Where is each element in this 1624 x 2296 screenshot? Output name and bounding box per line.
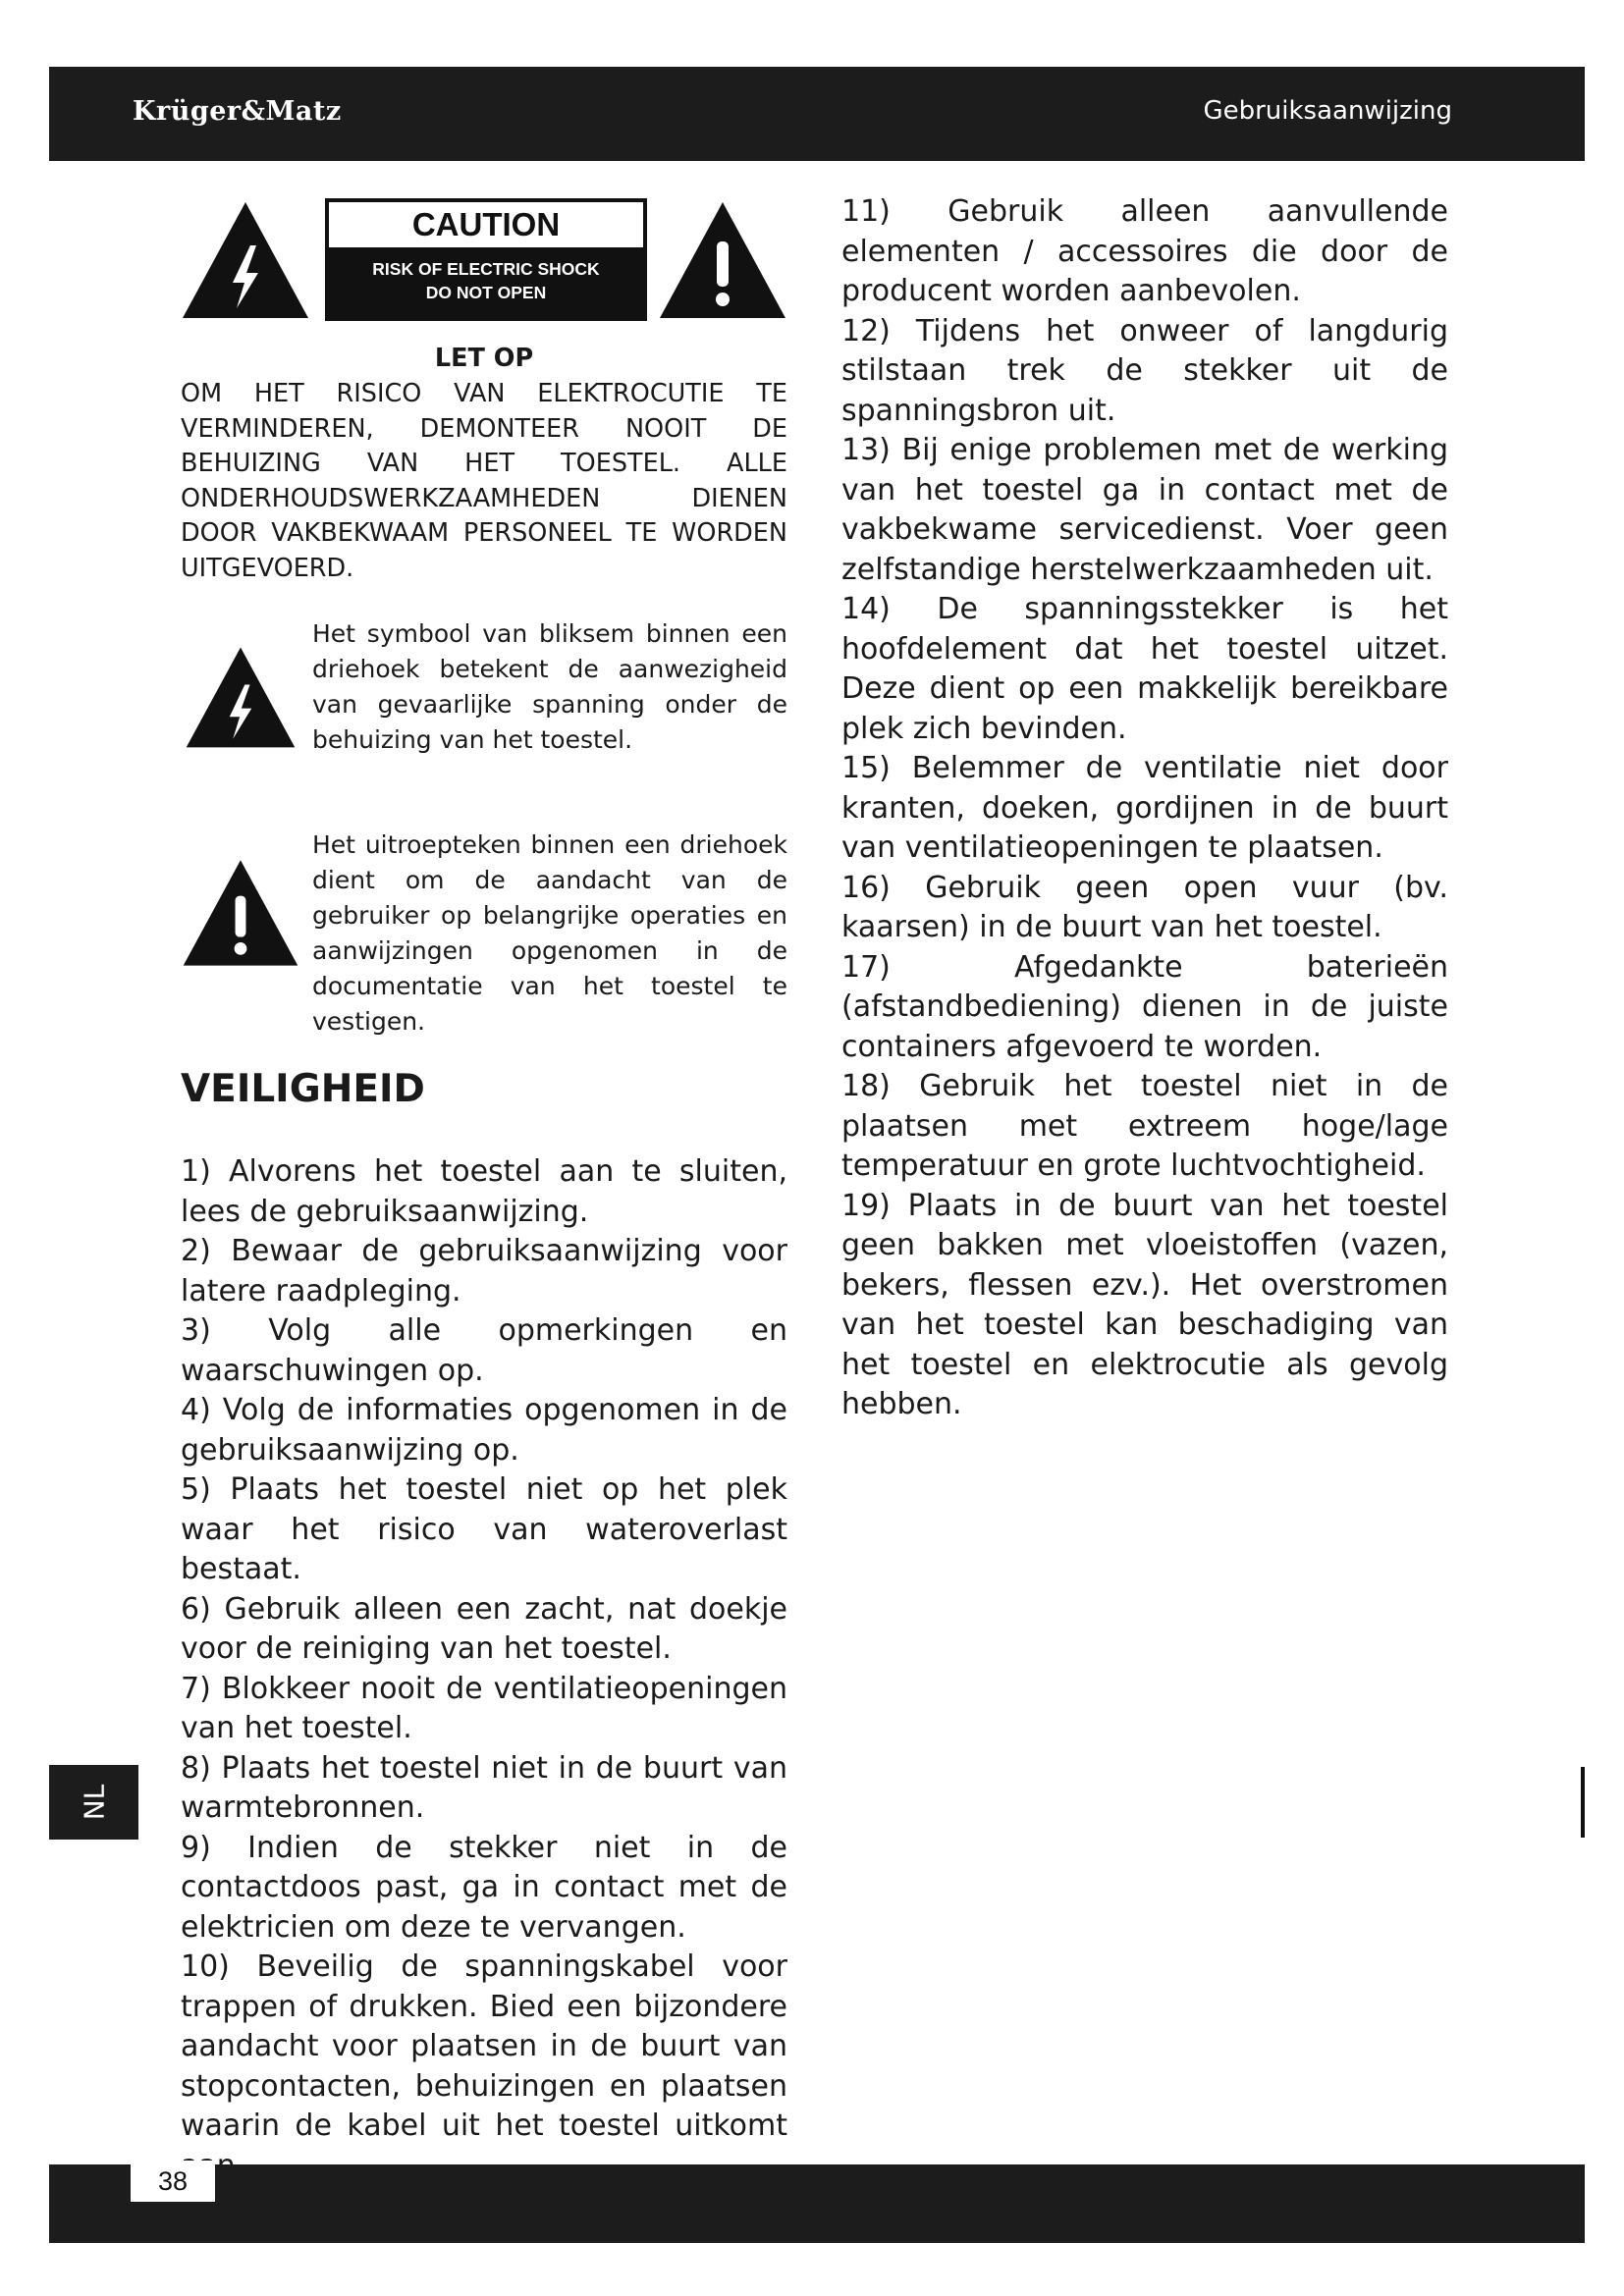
safety-item: 2) Bewaar de gebruiksaanwijzing voor latere raadpleging.	[181, 1234, 787, 1308]
lightning-warning-icon	[180, 198, 311, 321]
language-label: NL	[78, 1784, 110, 1821]
caution-title: CAUTION	[329, 202, 643, 247]
lightning-symbol-text: Het symbool van bliksem binnen een driehoek betekent de aanwezigheid van gevaarlijke spanning onder de behuizing van het toestel.	[312, 619, 787, 754]
caution-subtext	[325, 257, 647, 304]
safety-list-left	[181, 1152, 787, 2186]
safety-item: 12) Tijdens het onweer of langdurig stilstaan trek de stekker uit de spanningsbron uit.	[841, 313, 1448, 428]
safety-item: 10) Beveilig de spanningskabel voor trappen of drukken. Bied een bijzondere aandacht voor plaatsen in de buurt van stopcontacten, behuizingen en plaatsen waarin de kabel uit het toestel uitkomt	[181, 1949, 787, 2143]
safety-item: 6) Gebruik alleen een zacht, nat doekje voor de reiniging van het toestel.	[181, 1591, 787, 1666]
safety-item: 15) Belemmer de ventilatie niet door kranten, doeken, gordijnen in de buurt van ventilatieopeningen te plaatsen.	[841, 751, 1448, 865]
language-tab	[49, 1765, 138, 1840]
lightning-symbol-block	[181, 616, 787, 793]
header-title: Gebruiksaanwijzing	[1203, 96, 1452, 126]
footer-bar	[49, 2164, 1585, 2243]
exclamation-triangle-icon	[181, 851, 300, 974]
safety-item: 8) Plaats het toestel niet in de buurt van warmtebronnen.	[181, 1750, 787, 1825]
header-bar	[49, 67, 1585, 161]
let-op-title: LET OP	[434, 344, 534, 373]
warning-graphic	[180, 198, 788, 321]
safety-item: 5) Plaats het toestel niet op het plek waar het risico van wateroverlast bestaat.	[181, 1472, 787, 1586]
safety-item: 4) Volg de informaties opgenomen in de gebruiksaanwijzing op.	[181, 1393, 787, 1468]
exclamation-symbol-text: Het uitroepteken binnen een driehoek dient om de aandacht van de gebruiker op belangrijke operaties en aanwijzingen opgenomen in de documentatie van het toestel te vestigen.	[312, 830, 787, 1036]
safety-item: 1) Alvorens het toestel aan te sluiten, lees de gebruiksaanwijzing.	[181, 1154, 787, 1229]
safety-item: 18) Gebruik het toestel niet in de plaatsen met extreem hoge/lage temperatuur en grote luchtvochtigheid.	[841, 1069, 1448, 1183]
let-op-body: OM HET RISICO VAN ELEKTROCUTIE TE VERMINDEREN, DEMONTEER NOOIT DE BEHUIZING VAN HET TOESTEL. ALLE ONDERHOUDSWERKZAAMHEDEN DIENEN DOOR VAKBEKWAAM PERSONEEL TE WORDEN UITGEVOERD.	[181, 379, 787, 583]
brand-logo: Krüger&Matz	[133, 96, 342, 127]
exclamation-symbol-block	[181, 828, 787, 1043]
exclamation-warning-icon	[657, 198, 788, 321]
caution-label	[325, 198, 647, 321]
safety-item: 13) Bij enige problemen met de werking van het toestel ga in contact met de vakbekwame servicedienst. Voer geen zelfstandige herstelwerkzaamheden uit.	[841, 433, 1448, 587]
margin-mark	[1581, 1767, 1585, 1838]
page-number-box	[131, 2161, 215, 2202]
safety-item: 14) De spanningsstekker is het hoofdelement dat het toestel uitzet. Deze dient op een makkelijk bereikbare plek zich bevinden.	[841, 592, 1448, 746]
safety-item: 17) Afgedankte baterieën (afstandbediening) dienen in de juiste containers afgevoerd te worden.	[841, 949, 1448, 1064]
safety-item: 3) Volg alle opmerkingen en waarschuwingen op.	[181, 1313, 787, 1388]
caution-line-2: DO NOT OPEN	[425, 283, 547, 302]
safety-list-right	[841, 192, 1448, 1425]
lightning-triangle-icon	[181, 644, 300, 750]
safety-item: 19) Plaats in de buurt van het toestel geen bakken met vloeistoffen (vazen, bekers, flessen ezv.). Het overstromen van het toestel kan beschadiging van het toestel en elektrocutie als gevolg hebben.	[841, 1188, 1448, 1421]
safety-item: 9) Indien de stekker niet in de contactdoos past, ga in contact met de elektricien om deze te vervangen.	[181, 1830, 787, 1945]
safety-item: 16) Gebruik geen open vuur (bv. kaarsen) in de buurt van het toestel.	[841, 870, 1448, 944]
caution-line-1: RISK OF ELECTRIC SHOCK	[372, 259, 600, 279]
safety-item: 11) Gebruik alleen aanvullende elementen / accessoires die door de producent worden aanbevolen.	[841, 194, 1448, 308]
safety-item: 7) Blokkeer nooit de ventilatieopeningen van het toestel.	[181, 1671, 787, 1745]
page-number: 38	[157, 2166, 189, 2196]
section-heading: VEILIGHEID	[181, 1067, 425, 1111]
